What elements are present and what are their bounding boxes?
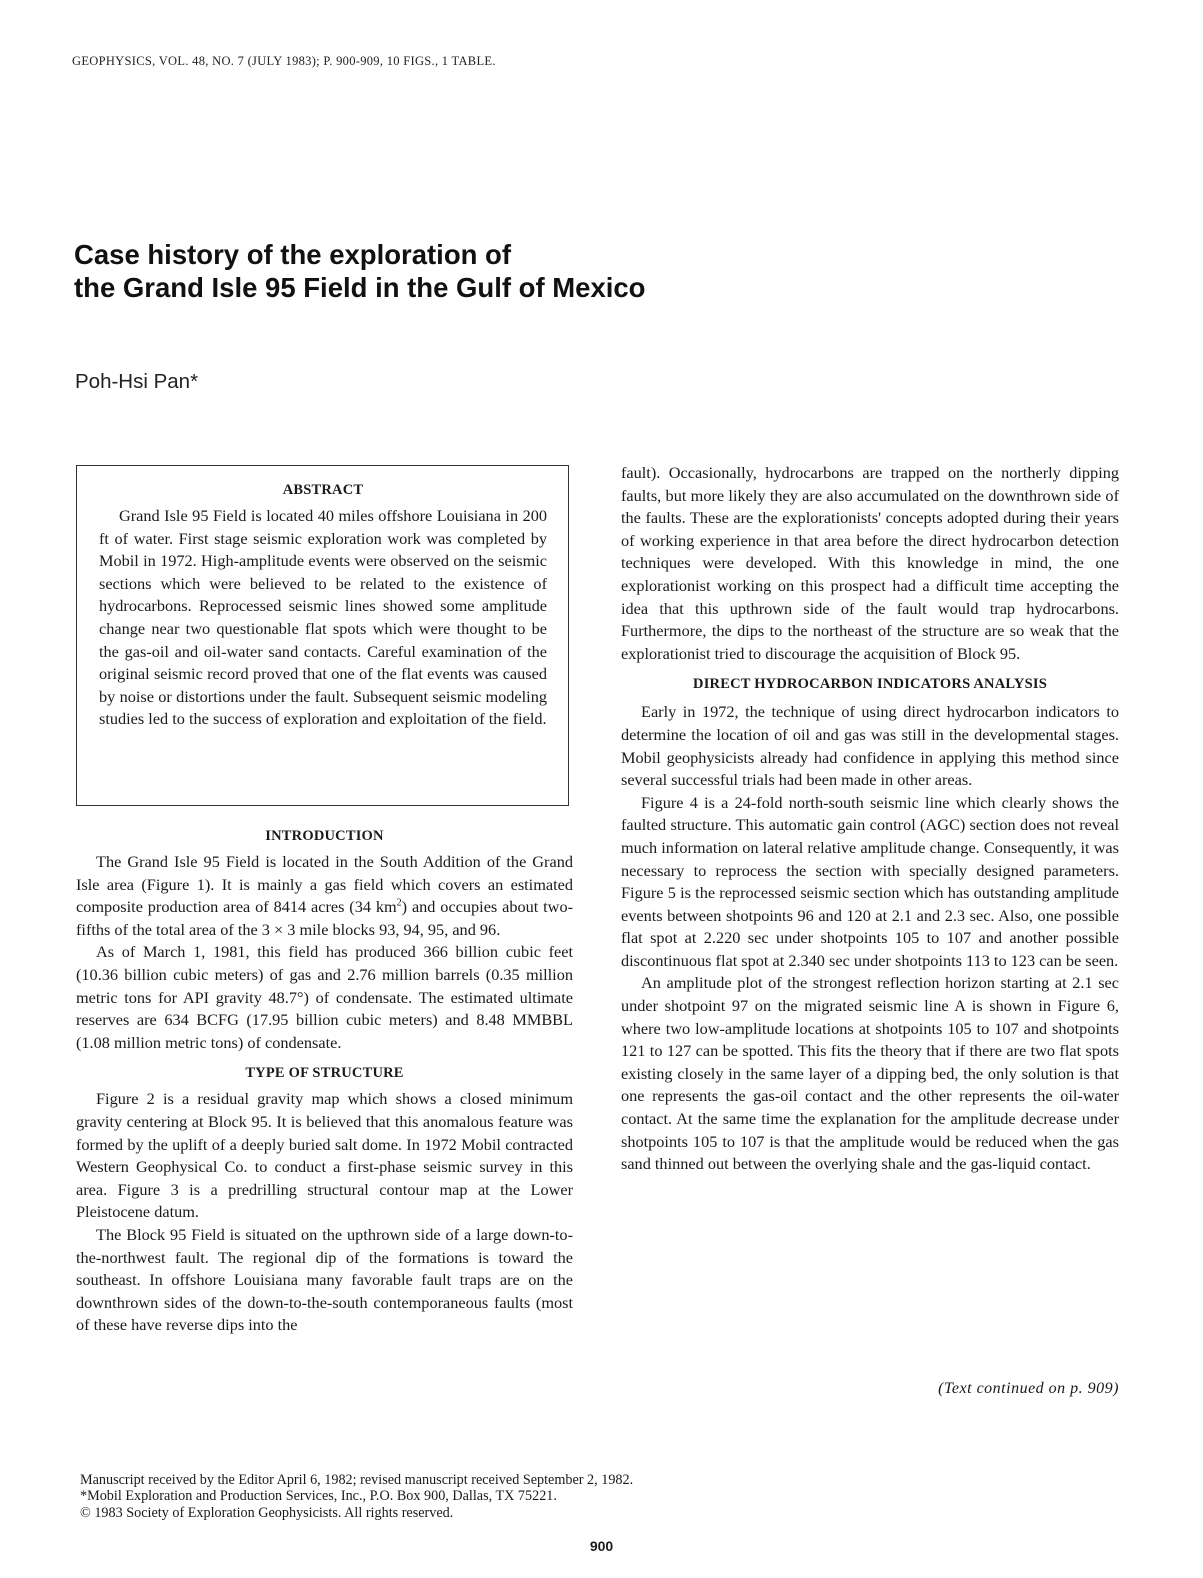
journal-header: GEOPHYSICS, VOL. 48, NO. 7 (JULY 1983); P. 900-909, 10 FIGS., 1 TABLE. [72,54,496,68]
title-line-2: the Grand Isle 95 Field in the Gulf of Mexico [74,272,646,303]
introduction-paragraph-2: As of March 1, 1981, this field has produced 366 billion cubic feet (10.36 billion cubic meters) of gas and 2.76 million barrels (0.35 million metric tons for API gravity 48.7°) of condensate. The estimated ultimate reserves are 634 BCFG (17.95 billion cubic meters) and 8.48 MMBBL (1.08 million metric tons) of condensate. [76,942,573,1052]
introduction-p1-a: The Grand Isle 95 Field is located in the South Addition of the Grand Isle area (Figure 1). It is mainly a gas field which covers an estimated composite production area of 8414 acres (34 km [76,852,573,917]
dhi-analysis-heading: DIRECT HYDROCARBON INDICATORS ANALYSIS [693,676,1047,693]
introduction-heading: INTRODUCTION [265,828,384,844]
km-superscript: 2 [396,897,402,909]
introduction-paragraph-1 [76,851,573,941]
text-continued-note: (Text continued on p. 909) [938,1380,1119,1397]
footnotes [80,1472,633,1521]
abstract-text: Grand Isle 95 Field is located 40 miles offshore Louisiana in 200 ft of water. First stage seismic exploration work was completed by Mobil in 1972. High-amplitude events were observed on the seismic sections which were believed to be related to the existence of hydrocarbons. Reprocessed seismic lines showed some amplitude change near two questionable flat spots which were thought to be the gas-oil and oil-water sand contacts. Careful examination of the original seismic record proved that one of the flat events was caused by noise or distortions under the fault. Subsequent seismic modeling studies led to the success of exploration and exploitation of the field. [99,506,547,729]
left-column [76,826,573,1337]
page-number: 900 [589,1538,614,1554]
dhi-paragraph-1: Early in 1972, the technique of using direct hydrocarbon indicators to determine the location of oil and gas was still in the developmental stages. Mobil geophysicists already had confidence in applying this method since several successful trials had been made in other areas. [621,702,1119,790]
structure-paragraph-2: The Block 95 Field is situated on the upthrown side of a large down-to-the-northwest fault. The regional dip of the formations is toward the southeast. In offshore Louisiana many favorable fault traps are on the downthrown sides of the down-to-the-south contemporaneous faults (most of these have reverse dips into the [76,1224,573,1335]
dhi-paragraph-3: An amplitude plot of the strongest reflection horizon starting at 2.1 sec under shotpoint 97 on the migrated seismic line A is shown in Figure 6, where two low-amplitude locations at shotpoints 105 to 107 and shotpoints 121 to 127 can be spotted. This fits the theory that if there are two flat spots existing closely in the same layer of a dipping bed, the only solution is that one represents the gas-oil contact and the other represents the oil-water contact. At the same time the explanation for the amplitude decrease under shotpoints 105 to 107 is that the amplitude would be reduced when the gas sand thinned out between the overlying shale and the gas-liquid contact. [621,973,1119,1174]
dhi-paragraph-2: Figure 4 is a 24-fold north-south seismic line which clearly shows the faulted structure. This automatic gain control (AGC) section does not reveal much information on lateral relative amplitude change. Consequently, it was necessary to reprocess the section with specially designed parameters. Figure 5 is the reprocessed seismic section which has outstanding amplitude events between shotpoints 96 and 120 at 2.1 and 2.3 sec. Also, one possible flat spot at 2.220 sec under shotpoints 105 to 107 and another possible discontinuous flat spot at 2.340 sec under shotpoints 113 to 123 can be seen. [621,792,1119,970]
manuscript-received-note: Manuscript received by the Editor April 6, 1982; revised manuscript received September 2, 1982. [80,1472,634,1488]
abstract-box [76,465,569,806]
author-name: Poh-Hsi Pan* [75,370,199,393]
paper-title [74,238,645,304]
structure-paragraph-1: Figure 2 is a residual gravity map which shows a closed minimum gravity centering at Block 95. It is believed that this anomalous feature was formed by the uplift of a deeply buried salt dome. In 1972 Mobil contracted Western Geophysical Co. to conduct a first-phase seismic survey in this area. Figure 3 is a predrilling structural contour map at the Lower Pleistocene datum. [76,1089,573,1222]
affiliation-note: *Mobil Exploration and Production Services, Inc., P.O. Box 900, Dallas, TX 75221. [80,1488,557,1505]
right-column [621,462,1119,1176]
continuation-paragraph: fault). Occasionally, hydrocarbons are trapped on the northerly dipping faults, but more likely they are also accumulated on the downthrown side of the faults. These are the explorationists' concepts adopted during their years of working experience in that area before the direct hydrocarbon detection techniques were developed. With this knowledge in mind, the one explorationist working on this prospect had a difficult time accepting the idea that this upthrown side of the fault would trap hydrocarbons. Furthermore, the dips to the northeast of the structure are so weak that the explorationist tried to discourage the acquisition of Block 95. [621,463,1119,663]
introduction-p1-b: ) and occupies about two-fifths of the total area of the 3 × 3 mile blocks 93, 94, 95, and 96. [76,897,574,939]
title-line-1: Case history of the exploration of [74,239,512,270]
copyright-note: © 1983 Society of Exploration Geophysicists. All rights reserved. [80,1504,454,1521]
abstract-heading: ABSTRACT [282,482,364,498]
type-of-structure-heading: TYPE OF STRUCTURE [245,1065,404,1082]
